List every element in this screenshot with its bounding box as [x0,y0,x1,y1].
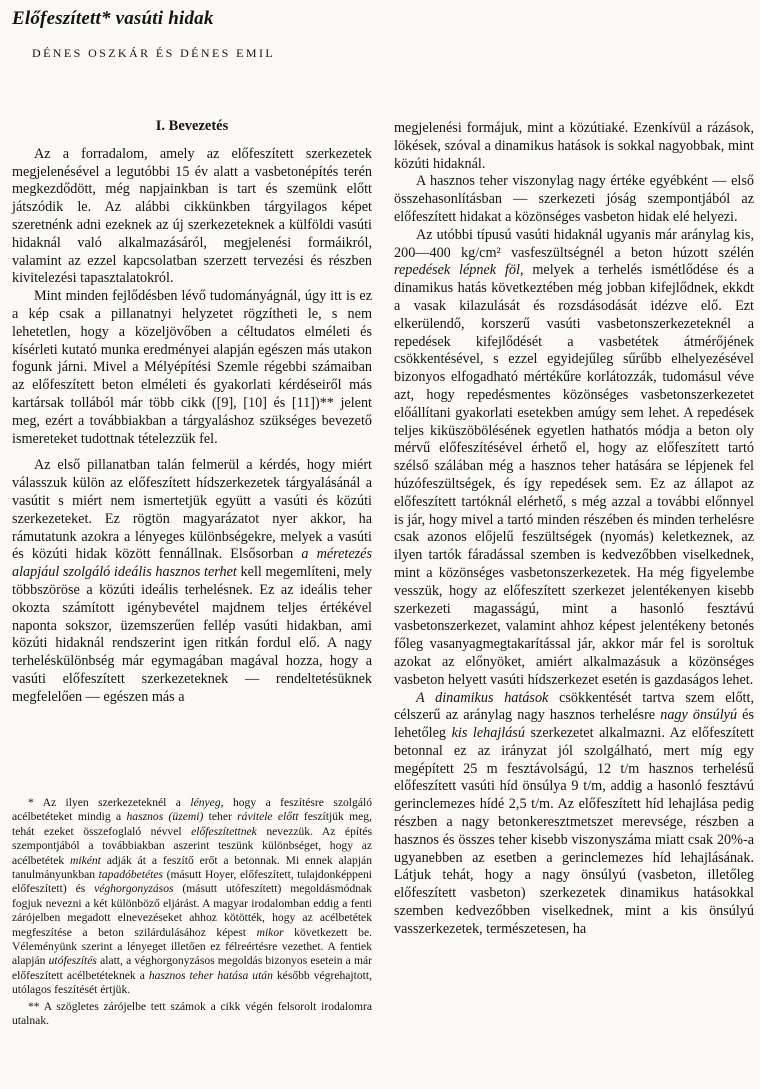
paragraph [12,288,372,448]
footnote-emphasis: utófeszítés [48,954,97,968]
left-column [12,118,372,707]
footnote-emphasis: lényeg [190,796,221,809]
emphasis-text: a méretezés alapjául szolgáló ideális hasznos terhet [12,546,372,581]
footnote-text: teher [203,810,238,824]
footnote: ** A szögletes zárójelbe tett számok a cikk végén felsorolt irodalomra utalnak. [12,999,372,1028]
paragraph: A hasznos teher viszonylag nagy értéke egyébként — első összehasonlításban — szerkezeti jóság szempontjából az előfeszített hidakat a közönséges vasbeton hidak elé helyezi. [394,173,754,225]
paragraph-text: és lehetőleg [394,707,754,742]
footnote-text: alatt, a véghorgonyzásos megoldás bizonyos esetein a már előfeszített acélbetéteknek a [12,954,372,982]
paragraph-text: kell megemlíteni, mely többszöröse a közúti ideális terhelésnek. Ez az ideális teher okozta számított igénybevétel majdnem teljes értékével naponta sokszor, üzemszerűen fellép vasúti hidakban, ami közúti hidaknál rendszerint igen ritkán fordul elő. A nagy terheléskülönbség már egymagában magával hozza, hogy a vasúti előfeszített szerkezeteknek — rendeltetésüknek megfelelően — egészen más a [12,564,373,705]
footnotes [12,796,372,1029]
footnote-emphasis: hasznos (üzemi) [126,810,204,824]
paragraph-text: Az utóbbi típusú vasúti hidaknál ugyanis már aránylag kis, 200—400 kg/cm² vasfeszültségnél a beton húzott szélén [394,226,754,261]
paragraph-text: szerkezetet alkalmazni. Az előfeszített betonnal ez az irányzat jól szolgálható, mert míg egy megépített 25 m fesztávolságú, 12 t/m hasznos terhelésű előfeszített vasúti híd önsúlya 9 t/m, addig a hasonló fesztávú gerinclemezes hídé 2,5 t/m. Az előfeszített híd lehajlása pedig részben a nagy betonkeresztmetszet merevsége, részben a hasznos és összes teher kisebb viszonyszáma miatt csak 20%-a ugyanebben az esetben a gerinclemezes híd lehajlásának. Látjuk tehát, hogy a nagy önsúlyú (vasbeton, illetőleg előfeszített vasbeton) szerkezetek dinamikus hatásokkal szemben kedvezőbben viselkednek, mint a kis önsúlyú vasszerkezetek, természetesen, ha [394,725,755,937]
emphasis-text: A dinamikus hatások [416,689,549,706]
section-heading: I. Bevezetés [155,118,229,134]
emphasis-text: nagy önsúlyú [660,707,738,724]
footnote [12,796,372,998]
footnote-text: feszítjük meg, tehát ezeket összefoglaló névvel [12,810,372,838]
paragraph: Az a forradalom, amely az előfeszített szerkezetek megjelenésével a legutóbbi 15 év alatt a vasbetonépítés terén megkezdődött, még napjainkban is tart és szemünk előtt játszódik le. Az alábbi cikkünkben tárgyilagos képet szeretnénk adni ezeknek az új szerkezeteknek a külföldi vasúti hidaknál való alkalmazásáról, megjelenési formáikról, valamint az ezzel kapcsolatban szerzett tervezési és részben kivitelezési tapasztalatokról. [12,145,372,287]
emphasis-text: repedések lépnek föl [394,262,520,279]
paragraph-text: csökkentését tartva szem előtt, célszerű az aránylag nagy hasznos terhelésre [394,689,754,724]
footnote-text: (másutt utófeszített) megoldásmódnak fogjuk nevezni a két különböző eljárást. A magyar irodalomban eddig a fenti zárójelben megadott elnevezéseket ahhoz kötötték, hogy az acélbetétek megfeszítése a beton szilárdulásához képest [12,882,372,939]
emphasis-text: kis lehajlású [451,725,525,742]
footnote-emphasis: rávitele előtt [237,810,299,824]
footnote-text: következett be. Véleményünk szerint a lényeget illetően ez félreértésre vezethet. A fentiek alapján [12,925,372,968]
footnote-emphasis: miként [69,853,101,867]
paragraph [12,457,372,706]
footnote-text: , hogy a feszítésre szolgáló acélbetéteket mindig a [12,796,372,824]
paragraph-text: , melyek a terhelés ismétlődése és a dinamikus hatás következtében még jobban kifejlődnek, ekkdt a vasak kilazulását és rozsdásodását idézve elő. Ezt elkerülendő, korszerű vasúti vasbetonszerkezeteknél a repedések kifejlődését a vasbetétek átmérőjének csökkentésével, s ezzel egyidejűleg sűrűbb elhelyezésével bizonyos elfogadható mértékűre korlátozzák, tudomásul véve azt, hogy repedésmentes közönséges vasbetonszerkezetet előállítani gyakorlati esetekben amúgy sem lehet. A repedések teljes kiküszöbölésének egyetlen hathatós módja a beton oly mérvű előfeszítésével érhető el, hogy az előfeszített tartó szélső szálában még a hasznos teher hatására se lépjenek fel húzófeszültségek, és így repedések sem. Ez az állapot az előfeszített tartóknál elérhető, s még azzal a további előnnyel is jár, hogy mivel a tartó minden részében és minden terhelésre csak azonos előjelű feszültségek (nyomás) keletkeznek, az ilyen tartók fáradással szemben is kedvezőbben viselkednek, mint a közönséges vasbetonszerkezetek. Ha még figyelembe vesszük, hogy az előfeszített szerkezet jelentékenyen kisebb szerkezeti magasságú, mint a hasonló fesztávú vasbetonszerkezet, valamint ahhoz képest jelentékeny betonés főleg vasanyagmegtakarítással jár, akkor már fel is soroltuk azokat az előnyöket, amiért alkalmazásuk a közönséges vasbeton helyett vasúti hídszerkezet esetén is gazdaságos lehet. [394,262,754,688]
footnote-emphasis: véghorgonyzásos [94,882,174,896]
footnote-text: később végrehajtott, utólagos feszítését értjük. [12,968,372,997]
article-authors: DÉNES OSZKÁR ÉS DÉNES EMIL [32,46,276,60]
footnote-emphasis: tapadóbetétes [98,868,164,882]
footnote-emphasis: előfeszítettnek [191,824,257,838]
footnote-text: adják át a feszítő erőt a betonnak. Mi ennek alapján tanulmányunkban [12,853,372,882]
footnote-text: nevezzük. Az építés szempontjából a továbbiakban aszerint teszünk különbséget, hogy az acélbetétek [12,824,372,867]
paragraph [394,227,754,690]
paragraph-text: Mint minden fejlődésben lévő tudományágnál, úgy itt is ez a kép csak a pillanatnyi helyzetet rögzítheti le, s nem lehetetlen, hogy a közeljövőben a céltudatos elméleti és kísérleti kutató munka eredményei alapján egészen más utakon fogunk járni. Mivel a Mélyépítési Szemle régebbi számaiban az előfeszített beton elméleti és gyakorlati kérdéseiről más kartársak tollából már több cikk ([9], [10] és [11])** jelent meg, ezért a továbbiakban a tárgyaláshoz szükséges bevezető ismereteket tudottnak tételezzük fel. [12,288,372,447]
article-title: Előfeszített* vasúti hidak [12,8,214,29]
footnote-text: (másutt Hoyer, előfeszített, tulajdonképpeni előfeszített) és [12,868,373,896]
footnote-emphasis: mikor [256,925,284,939]
paragraph-text: Az első pillanatban talán felmerül a kérdés, hogy miért válasszuk külön az előfeszített hídszerkezetek tárgyalásánál a vasútit s miért nem ismertetjük együtt a vasúti és közúti szerkezeteket. Ez rögtön magyarázatot nyer akkor, ha rámutatunk azokra a lényeges különbségekre, melyek a vasúti és közúti hidak között fennállnak. Elsősorban [12,457,372,563]
right-column [394,120,754,939]
paragraph [394,690,754,939]
paragraph: megjelenési formájuk, mint a közútiaké. Ezenkívül a rázások, lökések, szóval a dinamikus hatások is sokkal nagyobbak, mint közúti hidaknál. [394,120,754,172]
footnote-text: * Az ilyen szerkezeteknél a [28,796,191,809]
footnote-emphasis: hasznos teher hatása után [148,968,273,982]
